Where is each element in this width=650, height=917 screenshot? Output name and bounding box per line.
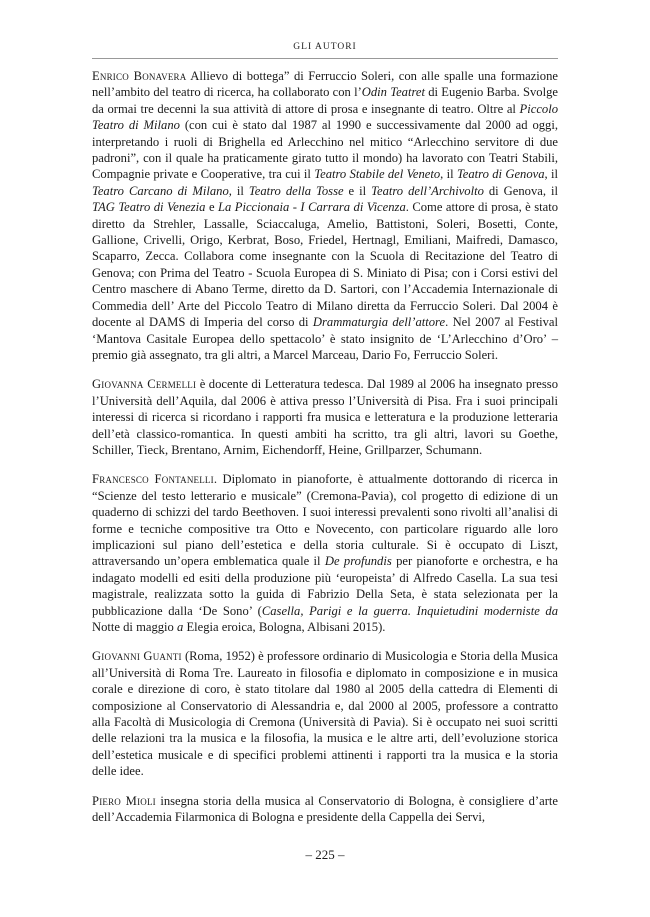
author-name: Francesco Fontanelli [92,472,214,487]
text-run: . Diplomato in pianoforte, è attualmente dottorando di ricerca in “Scienze del testo letterario e musicale” (Cremona-Pavia), col progetto di edizione di un quaderno di schizzi del tardo Beethoven. I suoi interessi prevalenti sono rivolti all’analisi di forme e tecniche compositive tra Otto e Novecento, con particolare riguardo alle loro implicazioni sul piano dell’estetica e della storia culturale. Si è occupato di Liszt, attraversando un’opera emblematica quale il [92,472,558,569]
bio-paragraph [92,471,558,635]
text-run: è docente di Letteratura tedesca. Dal 1989 al 2006 ha insegnato presso l’Università dell’Aquila, dal 2006 è attiva presso l’Università di Pisa. Fra i suoi principali interessi di ricerca si ricordano i rapporti fra musica e letteratura e la produzione letteraria dell’età classico-romantica. In questi ambiti ha scritto, tra gli altri, lavori su Goethe, Schiller, Tieck, Brentano, Arnim, Eichendorff, Heine, Grillparzer, Schumann. [92,377,558,457]
header-rule [92,58,558,59]
italic-text: Teatro di Genova [456,167,545,182]
italic-text: Teatro Carcano di Milano [92,183,229,198]
text-run: di Eugenio Barba. Svolge da ormai tre decenni la sua attività di attore di prosa e insegnante di teatro. Oltre al [92,85,558,116]
text-run: . Come attore di prosa, è stato diretto da Strehler, Lassalle, Sciaccaluga, Amelio, Battistoni, Soleri, Bosetti, Conte, Gallione, Crivelli, Origo, Kerbrat, Boso, Friedel, Hertnagl, Emiliani, Maifredi, Damasco, Scaparro, Zecca. Collabora come insegnante con la Scuola di Recitazione del Teatro di Genova; con Prima del Teatro - Scuola Europea di S. Miniato di Pisa; con i Corsi estivi del Centro maschere di Abano Terme, diretto da D. Sartori, con l’Accademia Internazionale di Commedia dell’ Arte del Piccolo Teatro di Milano diretta da Ferruccio Soleri. Dal 2004 è docente al DAMS di Imperia del corso di [92,200,559,330]
text-run: Allievo di bottega” di Ferruccio Soleri, con alle spalle una formazione nell’ambito del teatro di ricerca, ha collaborato con l’ [92,69,558,100]
text-run: e il [343,183,372,198]
author-name: Enrico Bonavera [92,69,187,83]
bio-text [92,69,558,362]
italic-text: TAG Teatro di Venezia [92,200,206,215]
text-run: e [205,200,218,215]
italic-text: Teatro dell’Archivolto [371,183,484,198]
author-name: Giovanna Cermelli [92,377,197,392]
page-number: – 225 – [305,847,345,862]
italic-text: Piccolo Teatro di Milano [92,101,558,133]
bio-paragraph [92,376,558,458]
text-run: insegna storia della musica al Conservatorio di Bologna, è consigliere d’arte dell’Accademia Filarmonica di Bologna e presidente della Cappella dei Servi, [92,793,558,825]
bio-paragraph [92,68,558,363]
italic-text: Drammaturgia dell’attore [312,315,446,330]
text-run: , il [544,167,558,182]
author-name: Piero Mioli [92,793,156,808]
bio-text [92,794,558,824]
text-run: Notte di maggio [92,620,177,634]
text-run: di Genova, il [483,183,558,198]
italic-text: Casella, Parigi e la guerra. Inquietudini moderniste da [261,603,559,618]
italic-text: Teatro Stabile del Veneto [314,167,441,182]
running-header: GLI AUTORI [293,42,357,52]
text-run: , il [228,183,249,198]
text-run: Elegia eroica, Bologna, Albisani 2015). [183,620,386,634]
italic-text: Odin Teatret [361,85,425,100]
authors-bios [92,68,558,838]
text-run: , il [440,167,457,182]
text-run: (con cui è stato dal 1987 al 1990 e successivamente dal 2000 ad oggi, interpretando i ruoli di Brighella ed Arlecchino nel mitico “Arlecchino servitore di due padroni”, con il quale ha praticamente girato tutto il mondo) ha lavorato con Teatri Stabili, Compagnie private e Cooperative, tra cui il [92,118,559,182]
text-run: per pianoforte e orchestra, e ha indagato modelli ed esiti della produzione più ‘europeista’ di Alfredo Casella. La sua tesi magistrale, realizzata sotto la guida di Fabrizio Della Seta, è stata selezionata per la pubblicazione dalla ‘De Sono’ ( [92,554,558,618]
author-name: Giovanni Guanti [92,649,182,664]
bio-paragraph [92,648,558,779]
text-run: . Nel 2007 al Festival ‘Mantova Casitale Europea dello spettacolo’ è stato insignito de ‘L’Arlecchino d’Oro’ – premio già assegnato, tra gli altri, a Marcel Marceau, Dario Fo, Ferruccio Soleri. [92,315,558,362]
bio-text [92,472,558,634]
italic-text: a [177,620,184,634]
bio-paragraph [92,793,558,826]
bio-text [92,649,558,778]
italic-text: Teatro della Tosse [248,183,344,198]
italic-text: La Piccionaia - I Carrara di Vicenza [218,200,406,215]
italic-text: De profundis [324,554,392,569]
text-run: (Roma, 1952) è professore ordinario di Musicologia e Storia della Musica all’Università di Roma Tre. Laureato in filosofia e diplomato in composizione e in musica corale e direzione di coro, è stato titolare dal 1980 al 2005 della cattedra di Elementi di composizione al Conservatorio di Alessandria e, dal 2000 al 2005, professore a contratto alla Facoltà di Musicologia di Cremona (Università di Pavia). Si è occupato nei suoi scritti delle relazioni tra la musica e la filosofia, la musica e le altre arti, dell’evoluzione storica dell’estetica musicale e di specifici problemi attinenti i rapporti tra la musica e la storia delle idee. [92,649,559,779]
